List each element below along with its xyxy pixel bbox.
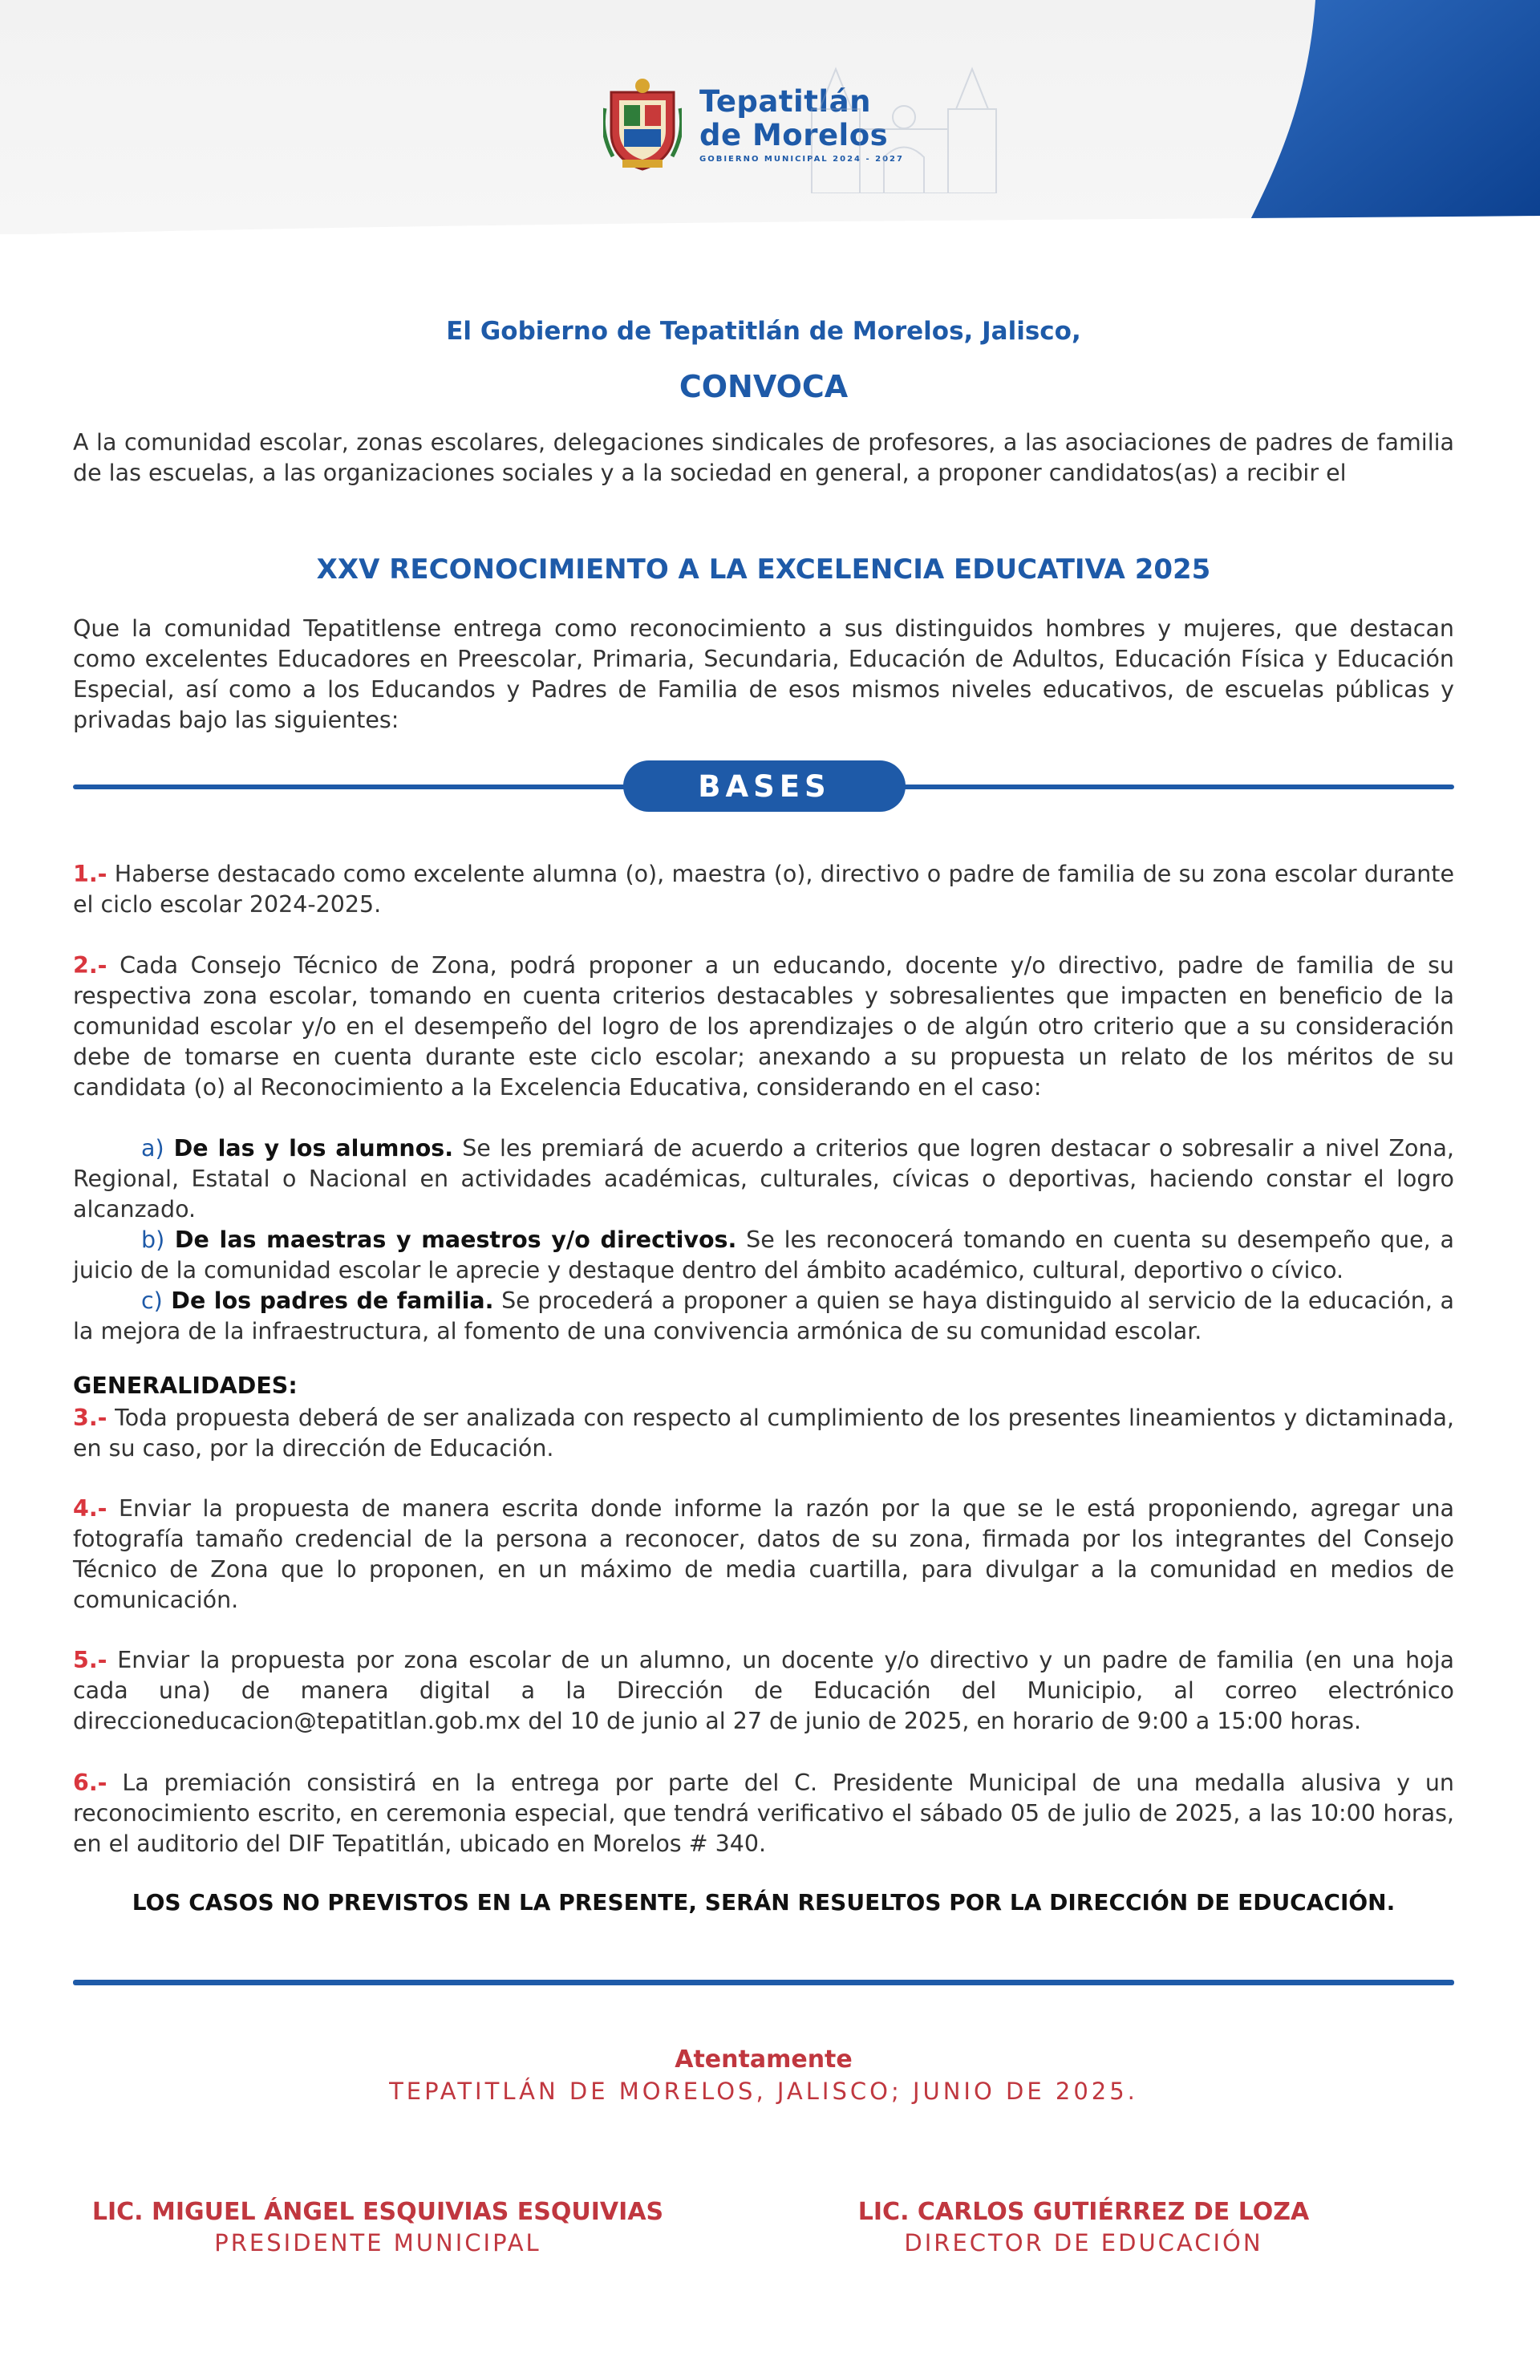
criterion-c-label: c) bbox=[141, 1287, 163, 1314]
coat-of-arms-icon bbox=[603, 76, 682, 172]
generalidades-heading: GENERALIDADES: bbox=[73, 1372, 298, 1399]
base-2-text: Cada Consejo Técnico de Zona, podrá proponer a un educando, docente y/o directivo, padre de familia de su respectiva zona escolar, tomando en cuenta criterios destacables y sobresalientes que impacten en beneficio de la comunidad escolar y/o en el desempeño del logro de los aprendizajes o de algún otro criterio que a su consideración debe de tomarse en cuenta durante este ciclo escolar; anexando a su propuesta un relato de los méritos de su candidata (o) al Reconocimiento a la Excelencia Educativa, considerando en el caso: bbox=[73, 952, 1454, 1101]
decorative-swoosh bbox=[1251, 0, 1540, 234]
award-title: XXV RECONOCIMIENTO A LA EXCELENCIA EDUCATIVA 2025 bbox=[316, 553, 1211, 586]
signature-director-name: LIC. CARLOS GUTIÉRREZ DE LOZA bbox=[857, 2198, 1310, 2226]
bases-line-left bbox=[73, 785, 634, 789]
base-1 bbox=[73, 859, 1454, 920]
base-4 bbox=[73, 1494, 1454, 1616]
base-1-number: 1.- bbox=[73, 861, 107, 887]
church-watermark-icon bbox=[796, 53, 1012, 193]
signature-director bbox=[779, 2198, 1388, 2256]
base-3-text: Toda propuesta deberá de ser analizada con respecto al cumplimiento de los presentes lineamientos y dictaminada, en su caso, por la dirección de Educación. bbox=[73, 1405, 1454, 1462]
closing-city-date: TEPATITLÁN DE MORELOS, JALISCO; JUNIO DE 2025. bbox=[389, 2078, 1138, 2105]
criterion-b-label: b) bbox=[141, 1226, 165, 1253]
criterion-a-label: a) bbox=[141, 1135, 164, 1162]
criterion-c-heading: De los padres de familia. bbox=[162, 1287, 494, 1314]
base-4-text: Enviar la propuesta de manera escrita donde informe la razón por la que se le está proponiendo, agregar una fotografía tamaño credencial de la persona a reconocer, datos de su zona, firmada por los integrantes del Consejo Técnico de Zona que lo proponen, en un máximo de media cuartilla, para divulgar a la comunidad en medios de comunicación. bbox=[73, 1495, 1454, 1613]
base-5-text: Enviar la propuesta por zona escolar de un alumno, un docente y/o directivo y un padre de familia (en una hoja cada una) de manera digital a la Dirección de Educación del Municipio, al correo electrónico direccioneducacion@tepatitlan.gob.mx del 10 de junio al 27 de junio de 2025, en horario de 9:00 a 15:00 horas. bbox=[73, 1647, 1454, 1734]
base-1-text: Haberse destacado como excelente alumna (o), maestra (o), directivo o padre de familia de su zona escolar durante el ciclo escolar 2024-2025. bbox=[73, 861, 1454, 918]
bases-line-right bbox=[894, 785, 1454, 789]
base-3-number: 3.- bbox=[73, 1405, 107, 1431]
page-header bbox=[0, 0, 1540, 234]
signature-director-role: DIRECTOR DE EDUCACIÓN bbox=[904, 2229, 1263, 2256]
convoca-heading: CONVOCA bbox=[679, 369, 849, 404]
municipal-logo bbox=[603, 76, 904, 172]
criterion-b-text: Se les reconocerá tomando en cuenta su desempeño que, a juicio de la comunidad escolar le aprecie y destaque dentro del ámbito académico, cultural, deportivo o cívico. bbox=[73, 1226, 1454, 1283]
base-5-number: 5.- bbox=[73, 1647, 107, 1673]
base-2-number: 2.- bbox=[73, 952, 107, 979]
criterion-a-text: Se les premiará de acuerdo a criterios que logren destacar o sobresalir a nivel Zona, Regional, Estatal o Nacional en actividades académicas, culturales, cívicas o deportivas, haciendo constar el logro alcanzado. bbox=[73, 1135, 1454, 1222]
criterion-c-text: Se procederá a proponer a quien se haya distinguido al servicio de la educación, a la mejora de la infraestructura, al fomento de una convivencia armónica de su comunidad escolar. bbox=[73, 1287, 1454, 1344]
criterion-b-heading: De las maestras y maestros y/o directivos. bbox=[164, 1226, 737, 1253]
base-6-text: La premiación consistirá en la entrega por parte del C. Presidente Municipal de una medalla alusiva y un reconocimiento escrito, en ceremonia especial, que tendrá verificativo el sábado 05 de julio de 2025, a las 10:00 horas, en el auditorio del DIF Tepatitlán, ubicado en Morelos # 340. bbox=[73, 1770, 1454, 1857]
closing-divider bbox=[73, 1980, 1454, 1985]
base-4-number: 4.- bbox=[73, 1495, 107, 1522]
logo-subtitle: GOBIERNO MUNICIPAL 2024 - 2027 bbox=[699, 155, 904, 164]
bases-badge: BASES bbox=[623, 760, 906, 812]
logo-title-line2: de Morelos bbox=[699, 118, 889, 152]
criterion-a-heading: De las y los alumnos. bbox=[164, 1135, 454, 1162]
criterion-b bbox=[73, 1225, 1454, 1286]
unforeseen-cases-note: LOS CASOS NO PREVISTOS EN LA PRESENTE, SERÁN RESUELTOS POR LA DIRECCIÓN DE EDUCACIÓN. bbox=[132, 1889, 1396, 1916]
description-paragraph: Que la comunidad Tepatitlense entrega como reconocimiento a sus distinguidos hombres y mujeres, que destacan como excelentes Educadores en Preescolar, Primaria, Secundaria, Educación de Adultos, Educación Física y Educación Especial, así como a los Educandos y Padres de Familia de esos mismos niveles educativos, de escuelas públicas y privadas bajo las siguientes: bbox=[73, 615, 1454, 733]
base-2 bbox=[73, 951, 1454, 1103]
base-3 bbox=[73, 1403, 1454, 1464]
issuer-heading: El Gobierno de Tepatitlán de Morelos, Jalisco, bbox=[446, 317, 1081, 346]
base-5 bbox=[73, 1645, 1454, 1737]
header-divider-curve bbox=[0, 213, 1540, 234]
criterion-a bbox=[73, 1133, 1454, 1225]
signature-president bbox=[73, 2198, 683, 2256]
intro-paragraph: A la comunidad escolar, zonas escolares, delegaciones sindicales de profesores, a las asociaciones de padres de familia de las escuelas, a las organizaciones sociales y a la sociedad en general, a proponer candidatos(as) a recibir el bbox=[73, 429, 1454, 486]
bases-divider bbox=[73, 760, 1454, 813]
signature-president-name: LIC. MIGUEL ÁNGEL ESQUIVIAS ESQUIVIAS bbox=[91, 2198, 664, 2226]
base-6 bbox=[73, 1768, 1454, 1859]
base-6-number: 6.- bbox=[73, 1770, 107, 1796]
criterion-c bbox=[73, 1286, 1454, 1347]
logo-title-line1: Tepatitlán bbox=[699, 84, 871, 119]
signature-president-role: PRESIDENTE MUNICIPAL bbox=[214, 2229, 541, 2256]
closing-atentamente: Atentamente bbox=[675, 2046, 853, 2074]
